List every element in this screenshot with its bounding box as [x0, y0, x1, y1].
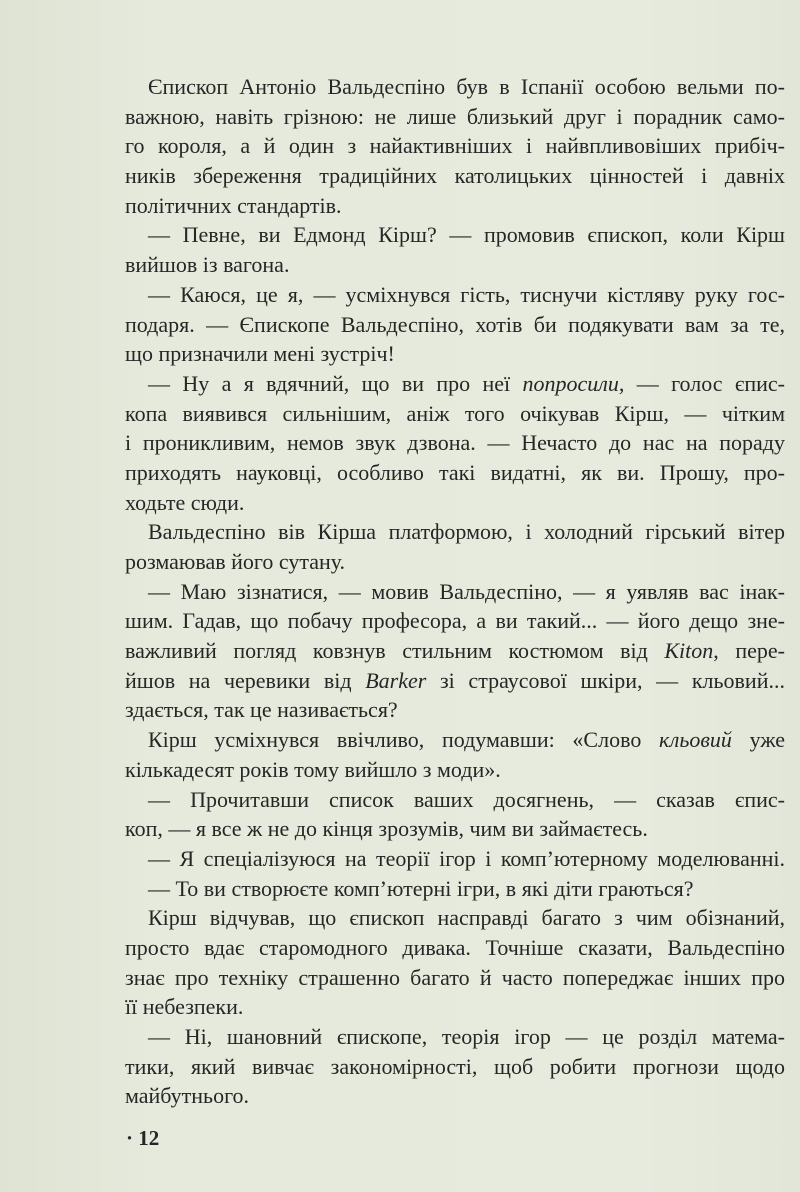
text-line: [125, 161, 785, 191]
text-span: копа виявився сильнішим, аніж того очікував Кірш, — чітким: [125, 400, 785, 426]
text-line: [125, 844, 785, 874]
text-span: — Ні, шановний єпископе, теорія ігор — це розділ матема-: [148, 1024, 785, 1049]
text-span: — Каюся, це я, — усміхнувся гість, тиснучи кістляву руку гос-: [148, 281, 785, 307]
italic-text: Barker: [365, 667, 427, 693]
text-line: [125, 369, 785, 399]
italic-text: попросили,: [522, 370, 625, 396]
text-span: її небезпеки.: [125, 994, 244, 1020]
text-span: кількадесят років тому вийшло з моди».: [125, 756, 501, 782]
text-span: тики, який вивчає закономірності, щоб робити прогнози щодо: [125, 1053, 785, 1079]
text-span: знає про техніку страшенно багато й часто попереджає інших про: [125, 964, 785, 990]
text-span: майбутнього.: [125, 1083, 250, 1109]
text-line: [125, 428, 785, 458]
text-span: приходять науковці, особливо такі видатні, як ви. Прошу, про-: [125, 459, 785, 485]
text-line: [125, 933, 785, 963]
text-span: — Певне, ви Едмонд Кірш? — промовив єпископ, коли Кірш: [148, 222, 785, 248]
text-span: що призначили мені зустріч!: [125, 341, 395, 367]
text-line: [125, 963, 785, 993]
text-line: [125, 131, 785, 161]
text-line: [125, 399, 785, 429]
text-line: [125, 814, 785, 844]
text-span: го короля, а й один з найактивніших і найвпливовіших прибіч-: [125, 133, 785, 159]
text-line: [125, 458, 785, 488]
text-span: важливий погляд ковзнув стильним костюмом від: [125, 638, 665, 664]
text-line: [125, 636, 785, 666]
text-span: подаря. — Єпископе Вальдеспіно, хотів би подякувати вам за те,: [125, 311, 785, 337]
text-span: — Ну а я вдячний, що ви про неї: [148, 370, 523, 396]
text-line: [125, 72, 785, 102]
text-span: просто вдає старомодного дивака. Точніше сказати, Вальдеспіно: [125, 934, 785, 960]
text-span: — Прочитавши список ваших досягнень, — сказав єпис-: [148, 786, 785, 812]
text-line: [125, 577, 785, 607]
text-span: розмаював його сутану.: [125, 549, 346, 574]
text-span: і проникливим, немов звук дзвона. — Нечасто до нас на пораду: [125, 430, 785, 456]
text-line: [125, 666, 785, 696]
text-line: [125, 606, 785, 636]
text-line: [125, 695, 785, 725]
text-span: уже: [731, 727, 785, 753]
text-span: ників збереження традиційних католицьких цінностей і давніх: [125, 163, 785, 189]
text-line: [125, 488, 785, 518]
text-span: Вальдеспіно вів Кірша платформою, і холодний гірський вітер: [148, 519, 785, 545]
text-line: [125, 102, 785, 132]
text-span: зі страусової шкіри, — кльовий...: [426, 667, 785, 693]
text-line: [125, 874, 785, 904]
text-span: йшов на черевики від: [125, 667, 366, 693]
text-line: [125, 992, 785, 1022]
text-line: [125, 517, 785, 547]
text-line: [125, 903, 785, 933]
text-line: [125, 1081, 785, 1111]
text-line: [125, 191, 785, 221]
text-span: — Я спеціалізуюся на теорії ігор і комп’ютерному моделюванні.: [148, 845, 785, 871]
text-line: [125, 280, 785, 310]
text-line: [125, 1022, 785, 1052]
text-span: ходьте сюди.: [125, 489, 245, 515]
text-span: важною, навіть грізною: не лише близький друг і порадник само-: [125, 103, 785, 129]
text-line: [125, 339, 785, 369]
text-span: Кірш відчував, що єпископ насправді багато з чим обізнаний,: [148, 905, 785, 931]
text-line: [125, 220, 785, 250]
text-span: — голос єпис-: [624, 370, 785, 396]
text-span: , пере-: [713, 638, 785, 664]
italic-text: Kiton: [664, 638, 714, 664]
text-line: [125, 250, 785, 280]
body-text: [125, 72, 785, 1111]
text-line: [125, 725, 785, 755]
text-line: [125, 310, 785, 340]
italic-text: кльовий: [659, 727, 732, 753]
text-span: коп, — я все ж не до кінця зрозумів, чим ви займаєтесь.: [125, 816, 648, 842]
text-span: вийшов із вагона.: [125, 252, 290, 278]
text-line: [125, 755, 785, 785]
text-line: [125, 785, 785, 815]
page-number: · 12: [126, 1126, 160, 1150]
text-span: Кірш усміхнувся ввічливо, подумавши: «Слово: [148, 727, 660, 753]
text-span: здається, так це називається?: [125, 697, 398, 723]
text-span: політичних стандартів.: [125, 192, 342, 218]
text-span: шим. Гадав, що побачу професора, а ви такий... — його дещо зне-: [125, 608, 785, 634]
text-span: Єпископ Антоніо Вальдеспіно був в Іспанії особою вельми по-: [148, 74, 785, 99]
text-line: [125, 547, 785, 577]
text-line: [125, 1052, 785, 1082]
text-span: — Маю зізнатися, — мовив Вальдеспіно, — я уявляв вас інак-: [148, 578, 785, 604]
text-span: — То ви створюєте комп’ютерні ігри, в які діти граються?: [148, 875, 694, 901]
